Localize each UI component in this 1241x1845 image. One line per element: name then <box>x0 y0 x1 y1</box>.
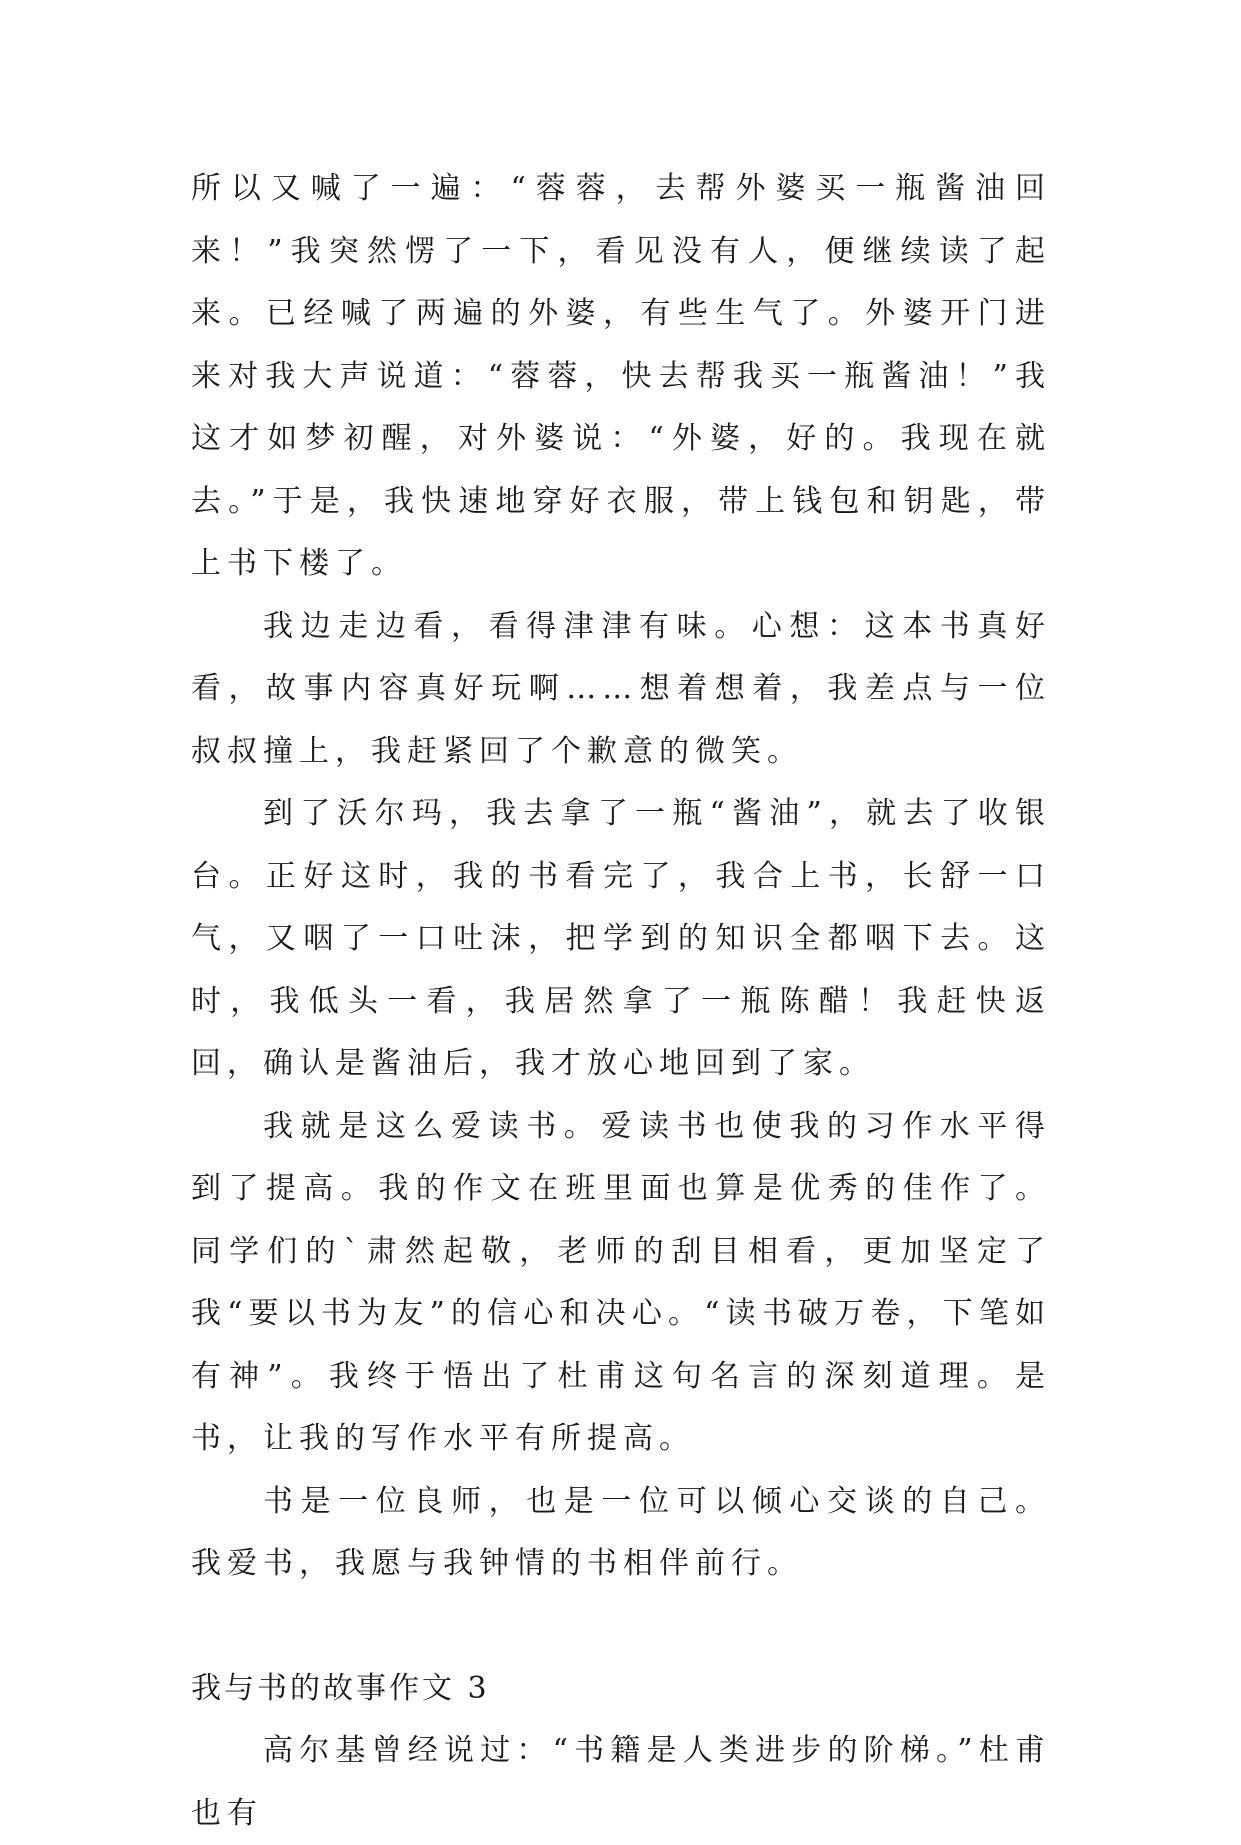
paragraph: 我边走边看，看得津津有味。心想：这本书真好看，故事内容真好玩啊……想着想着，我差点与一位叔叔撞上，我赶紧回了个歉意的微笑。 <box>191 608 1051 769</box>
section-spacer <box>191 1596 1051 1658</box>
section-title: 我与书的故事作文 3 <box>191 1670 490 1706</box>
paragraph: 到了沃尔玛，我去拿了一瓶“酱油”，就去了收银台。正好这时，我的书看完了，我合上书，长舒一口气，又咽了一口吐沫，把学到的知识全都咽下去。这时，我低头一看，我居然拿了一瓶陈醋！我赶快返回，确认是酱油后，我才放心地回到了家。 <box>191 796 1051 1081</box>
paragraph: 我就是这么爱读书。爱读书也使我的习作水平得到了提高。我的作文在班里面也算是优秀的佳作了。同学们的`肃然起敬，老师的刮目相看，更加坚定了我“要以书为友”的信心和决心。“读书破万卷，下笔如有神”。我终于悟出了杜甫这句名言的深刻道理。是书，让我的写作水平有所提高。 <box>191 1108 1051 1456</box>
document-body <box>191 158 1051 1845</box>
paragraph: 书是一位良师，也是一位可以倾心交谈的自己。我爱书，我愿与我钟情的书相伴前行。 <box>191 1483 1051 1581</box>
paragraph: 高尔基曾经说过：“书籍是人类进步的阶梯。”杜甫也有 <box>191 1733 1051 1831</box>
paragraph-continued: 所以又喊了一遍：“蓉蓉，去帮外婆买一瓶酱油回来！”我突然愣了一下，看见没有人，便继续读了起来。已经喊了两遍的外婆，有些生气了。外婆开门进来对我大声说道：“蓉蓉，快去帮我买一瓶酱油！”我这才如梦初醒，对外婆说：“外婆，好的。我现在就去。”于是，我快速地穿好衣服，带上钱包和钥匙，带上书下楼了。 <box>191 171 1051 581</box>
